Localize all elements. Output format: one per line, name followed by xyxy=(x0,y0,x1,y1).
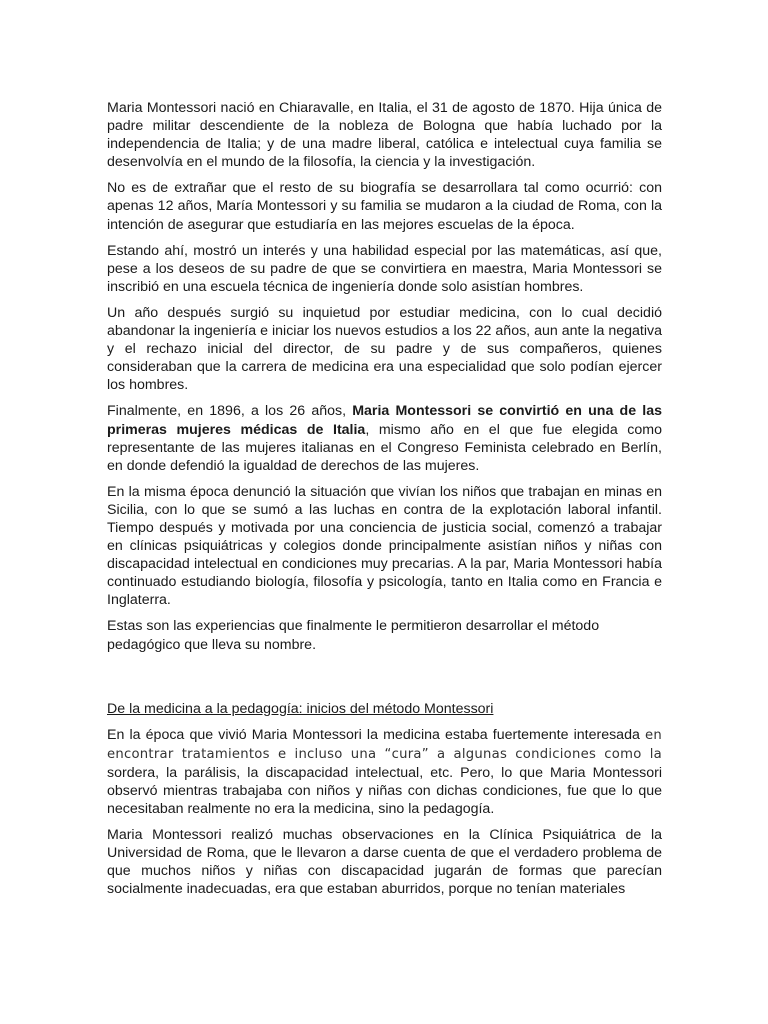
paragraph-first-doctor-start: Finalmente, en 1896, a los 26 años, xyxy=(107,403,353,420)
paragraph-medicine-era-rest: sordera, la parálisis, la discapacidad intelectual, etc. Pero, lo que Maria Montessori observó mientras trabajaba con niños y niñas con dichas condiciones, fue que lo que necesitaban realmente no era la medicina, sino la pedagogía. xyxy=(107,764,662,818)
section-spacer xyxy=(107,662,662,700)
paragraph-method-origin: Estas son las experiencias que finalmente le permitieron desarrollar el método pedagógico que lleva su nombre. xyxy=(107,618,600,653)
document-page xyxy=(107,99,662,907)
paragraph-first-doctor xyxy=(107,402,662,474)
paragraph-first-doctor-bold: Maria Montessori se convirtió en una de las primeras mujeres médicas de Italia xyxy=(107,403,662,438)
paragraph-birth: Maria Montessori nació en Chiaravalle, en Italia, el 31 de agosto de 1870. Hija única de padre militar descendiente de la nobleza de Bologna que había luchado por la independencia de Italia; y de una madre liberal, católica e intelectual cuya familia se desenvolvía en el mundo de la filosofía, la ciencia y la investigación. xyxy=(107,100,662,171)
paragraph-engineering: Estando ahí, mostró un interés y una habilidad especial por las matemáticas, así que, pese a los deseos de su padre de que se convirtiera en maestra, Maria Montessori se inscribió en una escuela técnica de ingeniería donde solo asistían hombres. xyxy=(107,242,662,295)
paragraph-medicine: Un año después surgió su inquietud por estudiar medicina, con lo cual decidió abandonar la ingeniería e iniciar los nuevos estudios a los 22 años, aun ante la negativa y el rechazo inicial del director, de su padre y de sus compañeros, quienes consideraban que la carrera de medicina era una especialidad que solo podían ejercer los hombres. xyxy=(107,304,662,394)
section-heading: De la medicina a la pedagogía: inicios del método Montessori xyxy=(107,700,494,717)
paragraph-medicine-era-line2: en encontrar tratamientos e incluso una “cura” a algunas condiciones como la xyxy=(107,727,662,762)
paragraph-first-doctor-end: , mismo año en el que fue elegida como representante de las mujeres italianas en el Congreso Feminista celebrado en Berlín, en donde defendió la igualdad de derechos de las mujeres. xyxy=(107,421,662,474)
paragraph-observations: Maria Montessori realizó muchas observaciones en la Clínica Psiquiátrica de la Universidad de Roma, que le llevaron a darse cuenta de que el verdadero problema de que muchos niños y niñas con discapacidad jugarán de formas que parecían socialmente inadecuadas, era que estaban aburridos, porque no tenían materiales xyxy=(107,827,662,898)
paragraph-social-justice: En la misma época denunció la situación que vivían los niños que trabajan en minas en Sicilia, con lo que se sumó a las luchas en contra de la explotación laboral infantil. Tiempo después y motivada por una conciencia de justicia social, comenzó a trabajar en clínicas psiquiátricas y colegios donde principalmente asistían niños y niñas con discapacidad intelectual en condiciones muy precarias. A la par, Maria Montessori había continuado estudiando biología, filosofía y psicología, tanto en Italia como en Francia e Inglaterra. xyxy=(107,483,662,609)
paragraph-move-to-rome: No es de extrañar que el resto de su biografía se desarrollara tal como ocurrió: con apenas 12 años, María Montessori y su familia se mudaron a la ciudad de Roma, con la intención de asegurar que estudiaría en las mejores escuelas de la época. xyxy=(107,180,662,233)
paragraph-medicine-era-line1: En la época que vivió Maria Montessori la medicina estaba fuertemente interesada xyxy=(107,726,640,743)
paragraph-medicine-era xyxy=(107,726,662,818)
